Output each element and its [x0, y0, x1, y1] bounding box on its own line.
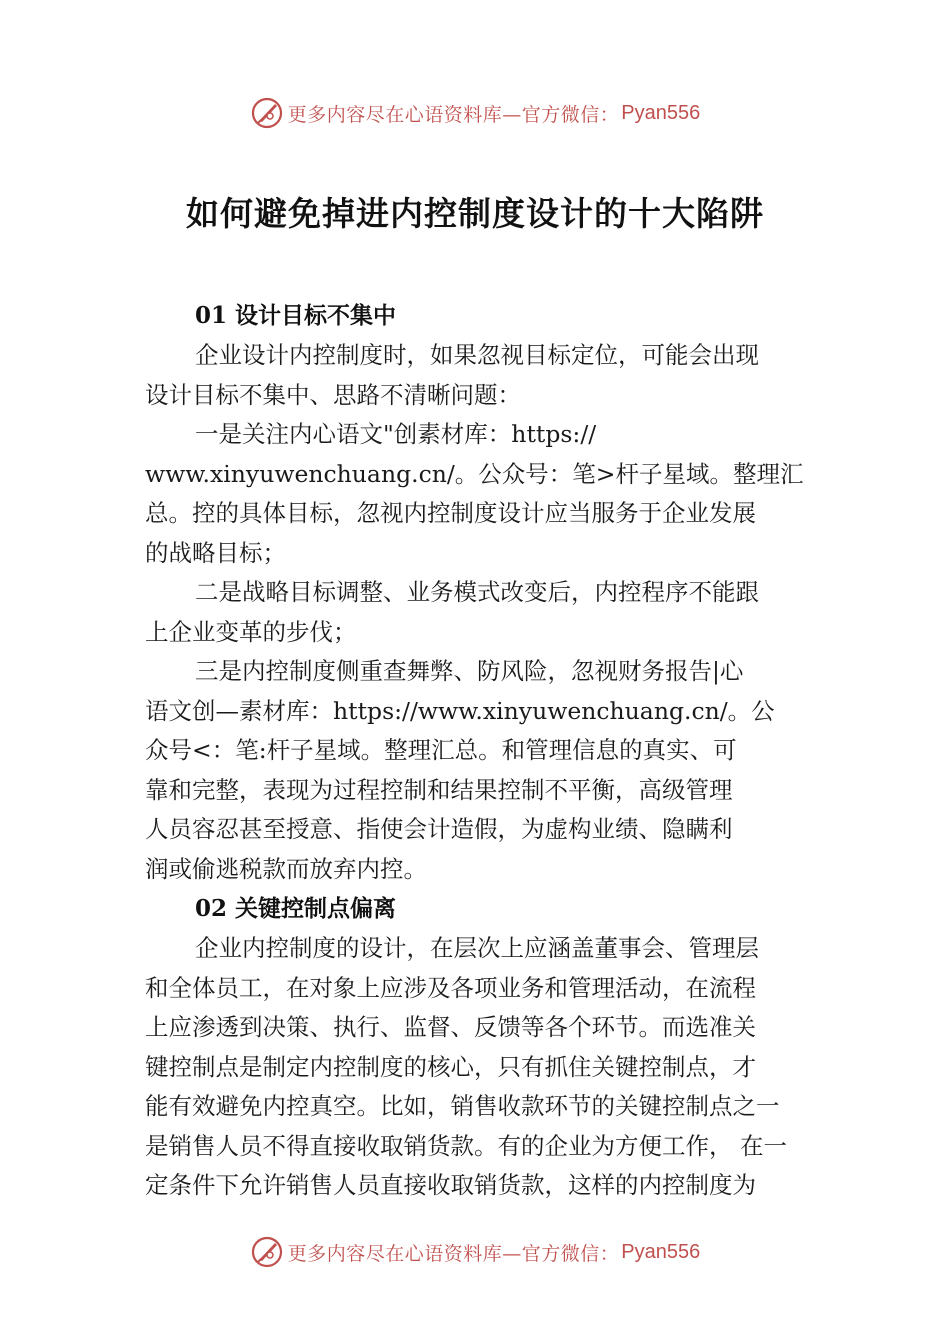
paragraph-line: www.xinyuwenchuang.cn/。公众号：笔>杆子星域。整理汇 [145, 459, 804, 488]
paragraph-line: 语文创—素材库：https://www.xinyuwenchuang.cn/。公 [145, 696, 775, 725]
banner-text: 更多内容尽在心语资料库—官方微信： [287, 103, 620, 126]
paragraph-line: 的战略目标； [145, 538, 286, 567]
paragraph-line: 人员容忍甚至授意、指使会计造假，为虚构业绩、隐瞒利 [145, 815, 733, 843]
quill-pen-logo-icon [250, 1235, 284, 1269]
paragraph-line: 能有效避免内控真空。比如，销售收款环节的关键控制点之一 [145, 1092, 780, 1120]
document-title: 如何避免掉进内控制度设计的十大陷阱 [186, 194, 764, 233]
section-heading: 01 设计目标不集中 [195, 302, 397, 329]
paragraph-line: 键控制点是制定内控制度的核心，只有抓住关键控制点，才 [145, 1052, 756, 1081]
document-body [145, 296, 820, 1206]
banner-wechat-id: Pyan556 [621, 101, 701, 124]
header-banner [0, 91, 950, 135]
section-heading: 02 关键控制点偏离 [195, 895, 397, 922]
paragraph-line: 上应渗透到决策、执行、监督、反馈等各个环节。而选准关 [145, 1013, 756, 1041]
paragraph-line: 靠和完整，表现为过程控制和结果控制不平衡，高级管理 [145, 775, 733, 804]
paragraph-line: 一是关注内心语文"创素材库：https:// [195, 420, 597, 448]
paragraph-line: 是销售人员不得直接收取销货款。有的企业为方便工作， 在一 [145, 1131, 787, 1160]
banner-wechat-id: Pyan556 [621, 1240, 701, 1263]
paragraph-line: 企业内控制度的设计，在层次上应涵盖董事会、管理层 [195, 934, 759, 962]
paragraph-line: 企业设计内控制度时，如果忽视目标定位，可能会出现 [195, 341, 759, 369]
paragraph-line: 总。控的具体目标，忽视内控制度设计应当服务于企业发展 [145, 499, 756, 527]
paragraph-line: 众号<：笔:杆子星域。整理汇总。和管理信息的真实、可 [145, 736, 737, 764]
footer-banner [0, 1230, 950, 1274]
paragraph-line: 定条件下允许销售人员直接收取销货款，这样的内控制度为 [145, 1171, 756, 1199]
paragraph-line: 设计目标不集中、思路不清晰问题： [145, 380, 521, 409]
paragraph-line: 和全体员工，在对象上应涉及各项业务和管理活动，在流程 [145, 973, 756, 1002]
paragraph-line: 润或偷逃税款而放弃内控。 [145, 854, 427, 883]
paragraph-line: 二是战略目标调整、业务模式改变后，内控程序不能跟 [195, 578, 759, 606]
banner-text: 更多内容尽在心语资料库—官方微信： [287, 1242, 620, 1265]
paragraph-line: 三是内控制度侧重查舞弊、防风险，忽视财务报告|心 [195, 657, 744, 685]
paragraph-line: 上企业变革的步伐； [145, 617, 357, 646]
quill-pen-logo-icon [250, 96, 284, 130]
